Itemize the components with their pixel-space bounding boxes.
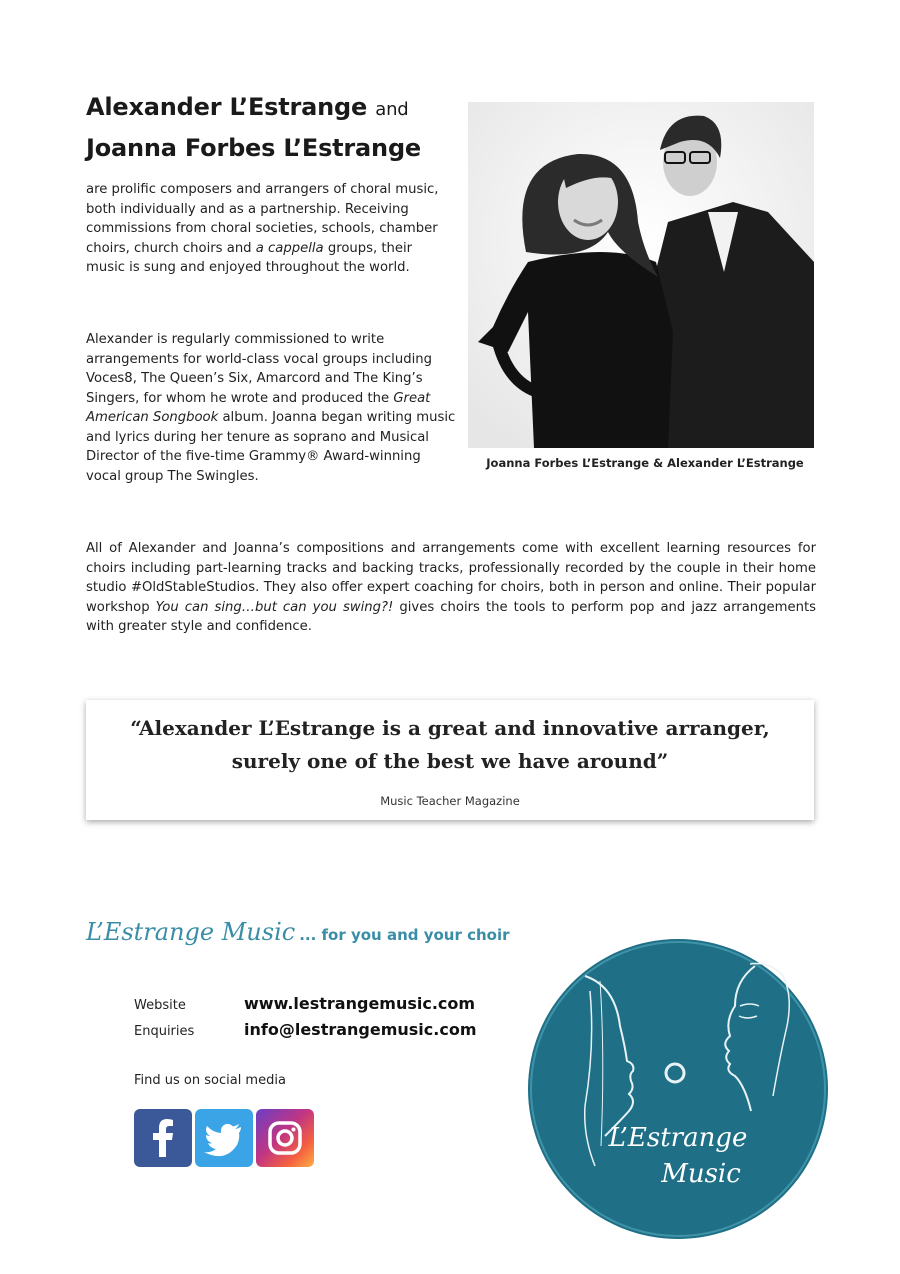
enquiries-label: Enquiries [134, 1024, 195, 1039]
logo-text-line-2: Music [661, 1159, 741, 1189]
logo-text-line-1: L’Estrange [608, 1123, 748, 1153]
website-label: Website [134, 998, 186, 1013]
twitter-icon[interactable] [195, 1109, 253, 1167]
brand-tagline: ... for you and your choir [299, 926, 510, 944]
enquiries-email-link[interactable]: info@lestrangemusic.com [244, 1020, 477, 1039]
title-line-1: Alexander L’Estrange and [86, 93, 409, 121]
brand-script-logo: L’Estrange Music [86, 918, 296, 946]
testimonial-source: Music Teacher Magazine [380, 794, 520, 808]
resources-paragraph: All of Alexander and Joanna’s compositions and arrangements come with excellent learning resources for choirs including part-learning tracks and backing tracks, professionally recorded by the couple in their home studio #OldStableStudios. They also offer expert coaching for choirs, both in person and online. Their popular workshop You can sing…but can you swing?! gives choirs the tools to perform pop and jazz arrangements with greater style and confidence. [86, 541, 816, 634]
website-link[interactable]: www.lestrangemusic.com [244, 994, 476, 1013]
testimonial-box [86, 700, 814, 820]
bio-paragraph: Alexander is regularly commissioned to write arrangements for world-class vocal groups including Voces8, The Queen’s Six, Amarcord and The King’s Singers, for whom he wrote and produced the Great American Songbook album. Joanna began writing music and lyrics during her tenure as soprano and Musical Director of the five-time Grammy® Award-winning vocal group The Swingles. [86, 332, 456, 484]
instagram-icon[interactable] [256, 1109, 314, 1167]
testimonial-quote: “Alexander L’Estrange is a great and innovative arranger, surely one of the best we have around” [130, 716, 770, 773]
couple-photo [468, 102, 814, 448]
lestrange-music-logo [525, 936, 831, 1242]
photo-caption: Joanna Forbes L’Estrange & Alexander L’Estrange [486, 456, 804, 470]
social-heading: Find us on social media [134, 1073, 286, 1088]
intro-paragraph: are prolific composers and arrangers of choral music, both individually and as a partnership. Receiving commissions from choral societies, schools, chamber choirs, church choirs and a cappella groups, their music is sung and enjoyed throughout the world. [86, 182, 439, 275]
title-line-2: Joanna Forbes L’Estrange [86, 134, 421, 162]
page-title [86, 88, 466, 167]
facebook-icon[interactable] [134, 1109, 192, 1167]
